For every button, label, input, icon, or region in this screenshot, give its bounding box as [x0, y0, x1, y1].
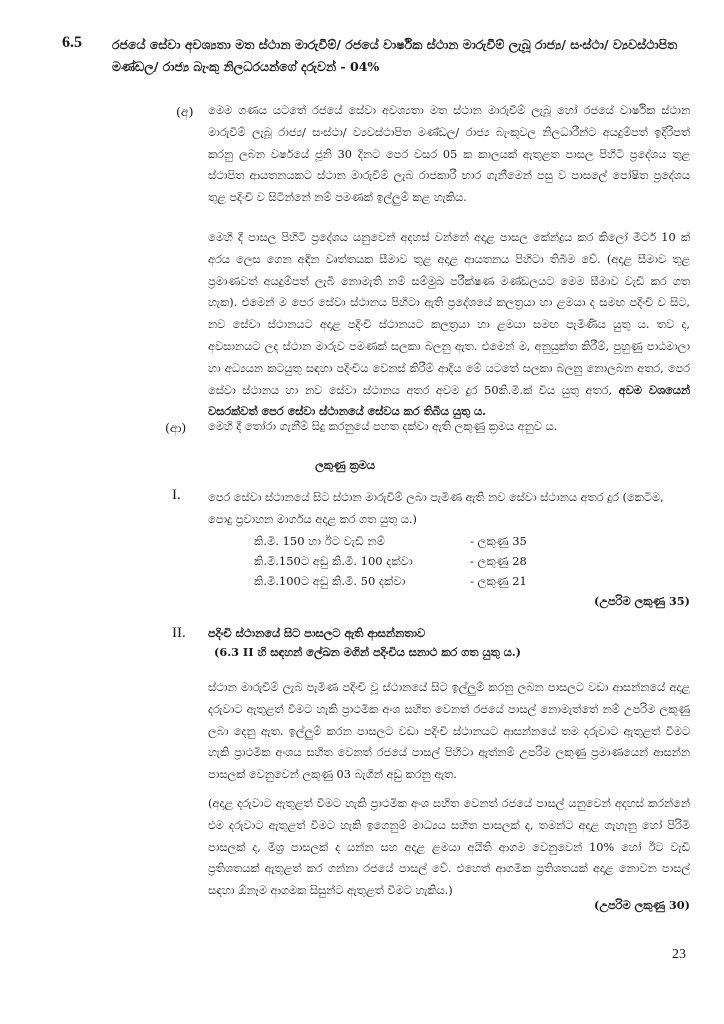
item-1-max-marks: (උපරිම ලකුණු 35): [594, 594, 690, 608]
sub-aa-text: මෙහි දී තෝරා ගැනීම් සිදු කරනුයේ පහත දක්වා ඇති ලකුණු ක්‍රමය අනුව ය.: [208, 420, 558, 433]
item-2-max-marks: (උපරිම ලකුණු 30): [594, 898, 690, 912]
section-title: රජයේ සේවා අවශ්‍යතා මත ස්ථාන මාරුවීම්/ රජයේ වාර්ෂික ස්ථාන මාරුවීම් ලැබූ රාජ්‍ය/ සංස්ථා/ ව්‍යවස්ථාපිත මණ්ඩල/ රාජ්‍ය බැංකු නිලධරයන්ගේ දරුවන් - 04%: [112, 37, 678, 74]
section-number: 6.5: [62, 34, 82, 51]
distance-row-3: කි.මී.100ට අඩු කි.මී. 50 දක්වා: [254, 574, 406, 588]
item-2-heading: පදිංචි ස්ථානයේ සිට පාසලට ඇති ආසන්නතාව: [208, 626, 426, 640]
distance-row-1: කි.මී. 150 හා ඊට වැඩි නම්: [254, 534, 385, 548]
item-1-numeral: I.: [172, 487, 181, 503]
sub-a-paragraph-2-text: මෙහි දී පාසල පිහිටි ප්‍රදේශය යනුවෙන් අදහස් වන්නේ අදාළ පාසල කේන්ද්‍රය කර කිලෝ මීටර් 10 ක් අරය ලෙස ගෙන අඳින වෘත්තයක සීමාව තුළ අදාළ ආයතනය පිහිටා තිබීම වේ. (අදාළ සීමාව තුළ ප්‍රමාණවත් අයදුම්පත් ලැබී නොමැති නම් සම්මුඛ පරීක්ෂණ මණ්ඩලයට මෙම සීමාව වැඩි කර ගත හැක). එමෙන් ම පෙර සේවා ස්ථානය පිහිටා ඇති ප්‍රදේශයේ කලත්‍රයා හා ළමයා ද සමඟ පදිංචි ව සිට, නව සේවා ස්ථානයට අදාළ පදිංචි ස්ථානයට කලත්‍රයා හා ළමයා සමඟ පැමිණිය යුතු ය. තව ද, අවසානයට ලද ස්ථාන මාරුව පමණක් සලකා බලනු ඇත. එමෙන් ම, අනුයුක්ත කිරීම්, පුහුණු පාඨමාලා හා අධ්‍යයන කටයුතු සඳහා පදිංචිය වෙනස් කිරීම් ආදිය මේ යටතේ සලකා බලනු නොලබන අතර, පෙර සේවා ස්ථානය හා නව සේවා ස්ථානය අතර අවම දුර 50කි.මී.ක් විය යුතු අතර,: [208, 231, 690, 397]
item-2-subheading: (6.3 II හි සඳහන් ලේඛන මගින් පදිංචිය සනාථ කර ගත යුතු ය.): [214, 645, 521, 659]
sub-a-label: (අ): [176, 104, 194, 119]
item-1-text: පෙර සේවා ස්ථානයේ සිට ස්ථාන මාරුවීම් ලබා පැමිණ ඇති නව සේවා ස්ථානය අතර දුර (කෙටිම, පොදු ප්‍රවාහන මාර්ගය අදාළ කර ගත යුතු ය.): [208, 491, 664, 526]
item-2-paragraph-2: (අදාළ දරුවාට ඇතුළත් වීමට හැකි ප්‍රාථමික අංශ සහිත වෙනත් රජයේ පාසල් යනුවෙන් අදහස් කරන්නේ එම දරුවාට ඇතුළත් වීමට හැකි ඉගෙනුම් මාධ්‍යය සහිත පාසලක් ද, තමන්ට අදාළ ගැහැනු හෝ පිරිමි පාසලක් ද, මිශ්‍ර පාසලක් ද යන්න සහ අදාළ ළමයා අයිති ආගම වෙනුවෙන් 10% හෝ ඊට වැඩි ප්‍රතිශතයක් ඇතුළත් කර ගන්නා රජයේ පාසල් වේ. එහෙත් ආගමික ප්‍රතිශතයක් අදාළ නොවන පාසල් සඳහා ඕනෑම ආගමක සිසුන්ට ඇතුළත් වීමට හැකිය.): [208, 797, 690, 898]
marks-row-3: - ලකුණු 21: [470, 574, 527, 588]
sub-aa-label: (ආ): [165, 420, 187, 435]
item-2-paragraph-1: ස්ථාන මාරුවීම් ලැබ පැමිණ පදිංචි වූ ස්ථානයේ සිට ඉල්ලුම් කරනු ලබන පාසලට වඩා ආසන්නයේ අදාළ දරුවාට ඇතුළත් වීමට හැකි ප්‍රාථමික අංශ සහිත වෙනත් රජයේ පාසල් නොමැත්තේ නම් උපරිම ලකුණු ලබා දෙනු ඇත. ඉල්ලුම් කරන පාසලට වඩා පදිංචි ස්ථානයට ආසන්නයේ තම දරුවාට ඇතුළත් වීමට හැකි ප්‍රාථමික අංශය සහිත වෙනත් රජයේ පාසල් පිහිටා ඇත්නම් උපරිම ලකුණු ප්‍රමාණයෙන් ආසන්න පාසලක් වෙනුවෙන් ලකුණු 03 බැගින් අඩු කරනු ඇත.: [208, 681, 690, 782]
page-number: 23: [672, 947, 686, 962]
sub-a-paragraph-1: මෙම ගණය යටතේ රජයේ සේවා අවශ්‍යතා මත ස්ථාන මාරුවීම් ලැබූ හෝ රජයේ වාර්ෂික ස්ථාන මාරුවීම් ලැබූ රාජ්‍ය/ සංස්ථා/ ව්‍යවස්ථාපිත මණ්ඩල/ රාජ්‍ය බැංකුවල නිලධාරීන්ට අයදුම්පත් ඉදිරිපත් කරනු ලබන වර්ෂයේ ජූනි 30 දිනට පෙර වසර 05 ක කාලයක් ඇතුළත පාසල පිහිටි ප්‍රදේශය තුළ ස්ථාපිත ආයතනයකට ස්ථාන මාරුවීම් ලැබ රාජකාරී භාර ගැනීමෙන් පසු ව පාසලේ පෝෂිත ප්‍රදේශය තුළ පදිංචි ව සිටින්නේ නම් පමණක් ඉල්ලුම් කළ හැකිය.: [208, 104, 690, 205]
marks-row-2: - ලකුණු 28: [470, 554, 527, 568]
item-2-numeral: II.: [172, 625, 186, 641]
marks-row-1: - ලකුණු 35: [470, 534, 527, 548]
marking-scheme-heading: ලකුණු ක්‍රමය: [315, 458, 375, 472]
distance-row-2: කි.මී.150ට අඩු කි.මී. 100 දක්වා: [254, 554, 413, 568]
sub-a-paragraph-2-bold: අවම වශයෙන් වසරක්වත් පෙර සේවා ස්ථානයේ සේවය කර තිබිය යුතු ය.: [208, 382, 691, 419]
sub-a-paragraph-2: [208, 227, 690, 423]
